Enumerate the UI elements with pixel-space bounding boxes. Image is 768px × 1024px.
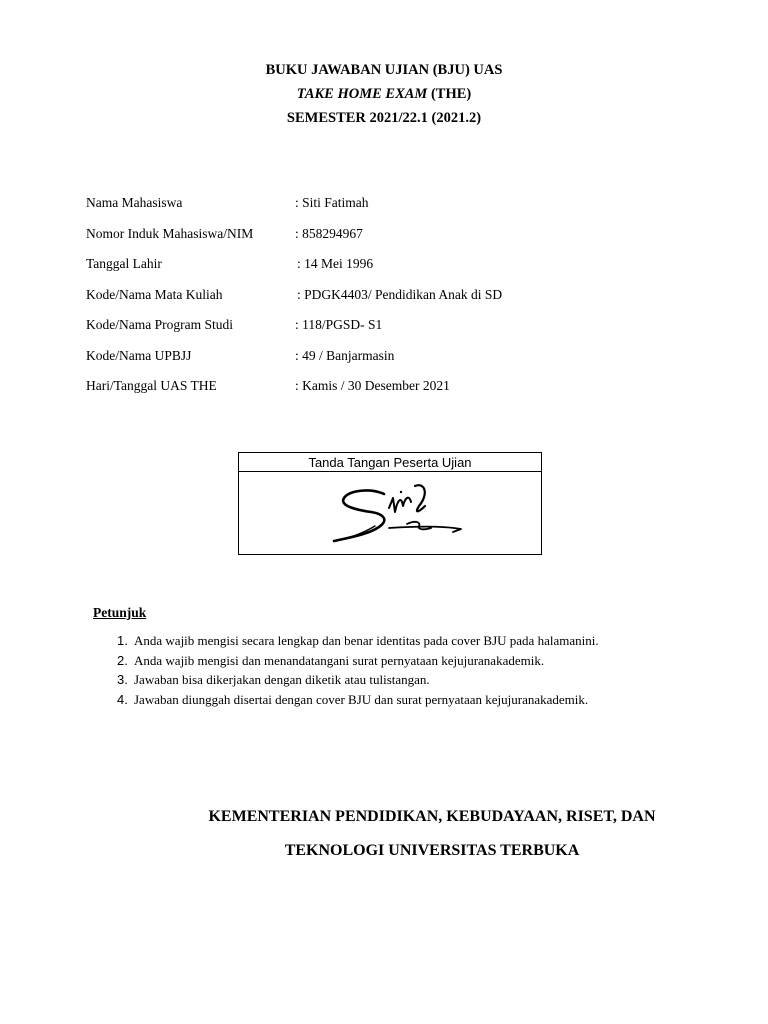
footer-line-1: KEMENTERIAN PENDIDIKAN, KEBUDAYAAN, RISET, DAN [208, 808, 656, 825]
header-title: BUKU JAWABAN UJIAN (BJU) UAS [265, 62, 503, 78]
identity-value: : 858294967 [295, 225, 363, 241]
signature-box-title: Tanda Tangan Peserta Ujian [239, 453, 541, 472]
identity-label: Hari/Tanggal UAS THE [86, 378, 217, 393]
instructions-title: Petunjuk [93, 605, 147, 620]
footer-line-2: TEKNOLOGI UNIVERSITAS TERBUKA [284, 842, 580, 859]
identity-label: Kode/Nama Mata Kuliah [86, 286, 223, 302]
instruction-number: 4. [117, 691, 128, 707]
instruction-item [93, 670, 430, 690]
header-exam-type: TAKE HOME EXAM [296, 86, 428, 102]
identity-label: Kode/Nama Program Studi [86, 317, 233, 332]
identity-label: Nomor Induk Mahasiswa/NIM [86, 225, 254, 241]
instructions-section [93, 605, 599, 709]
identity-value: : PDGK4403/ Pendidikan Anak di SD [297, 286, 503, 302]
ministry-footer [0, 806, 768, 862]
identity-label: Tanggal Lahir [86, 256, 162, 271]
instruction-item [93, 651, 545, 671]
header-subtitle [0, 82, 768, 106]
instruction-number: 1. [117, 633, 128, 648]
document-header [0, 58, 768, 130]
identity-label: Kode/Nama UPBJJ [86, 347, 192, 363]
instruction-text: Anda wajib mengisi secara lengkap dan benar identitas pada cover BJU pada halamanini. [134, 633, 599, 648]
identity-value: : 118/PGSD- S1 [295, 317, 383, 332]
instruction-number: 2. [117, 652, 128, 668]
instructions-list [93, 631, 599, 709]
instruction-text: Jawaban bisa dikerjakan dengan diketik atau tulistangan. [134, 672, 430, 687]
signature-box [238, 452, 542, 555]
identity-value: : 49 / Banjarmasin [295, 347, 395, 363]
instruction-item [93, 690, 589, 710]
signature-image [239, 472, 541, 554]
identity-value: : 14 Mei 1996 [297, 256, 374, 271]
header-exam-abbrev: (THE) [427, 86, 472, 102]
instruction-text: Jawaban diunggah disertai dengan cover BJU dan surat pernyataan kejujuranakademik. [134, 691, 589, 707]
instruction-number: 3. [117, 672, 128, 687]
header-semester: SEMESTER 2021/22.1 (2021.2) [286, 110, 482, 126]
identity-value: : Siti Fatimah [295, 195, 369, 210]
instruction-text: Anda wajib mengisi dan menandatangani surat pernyataan kejujuranakademik. [134, 652, 545, 668]
identity-value: : Kamis / 30 Desember 2021 [295, 378, 450, 393]
instruction-item [93, 631, 599, 651]
identity-label: Nama Mahasiswa [86, 195, 183, 210]
